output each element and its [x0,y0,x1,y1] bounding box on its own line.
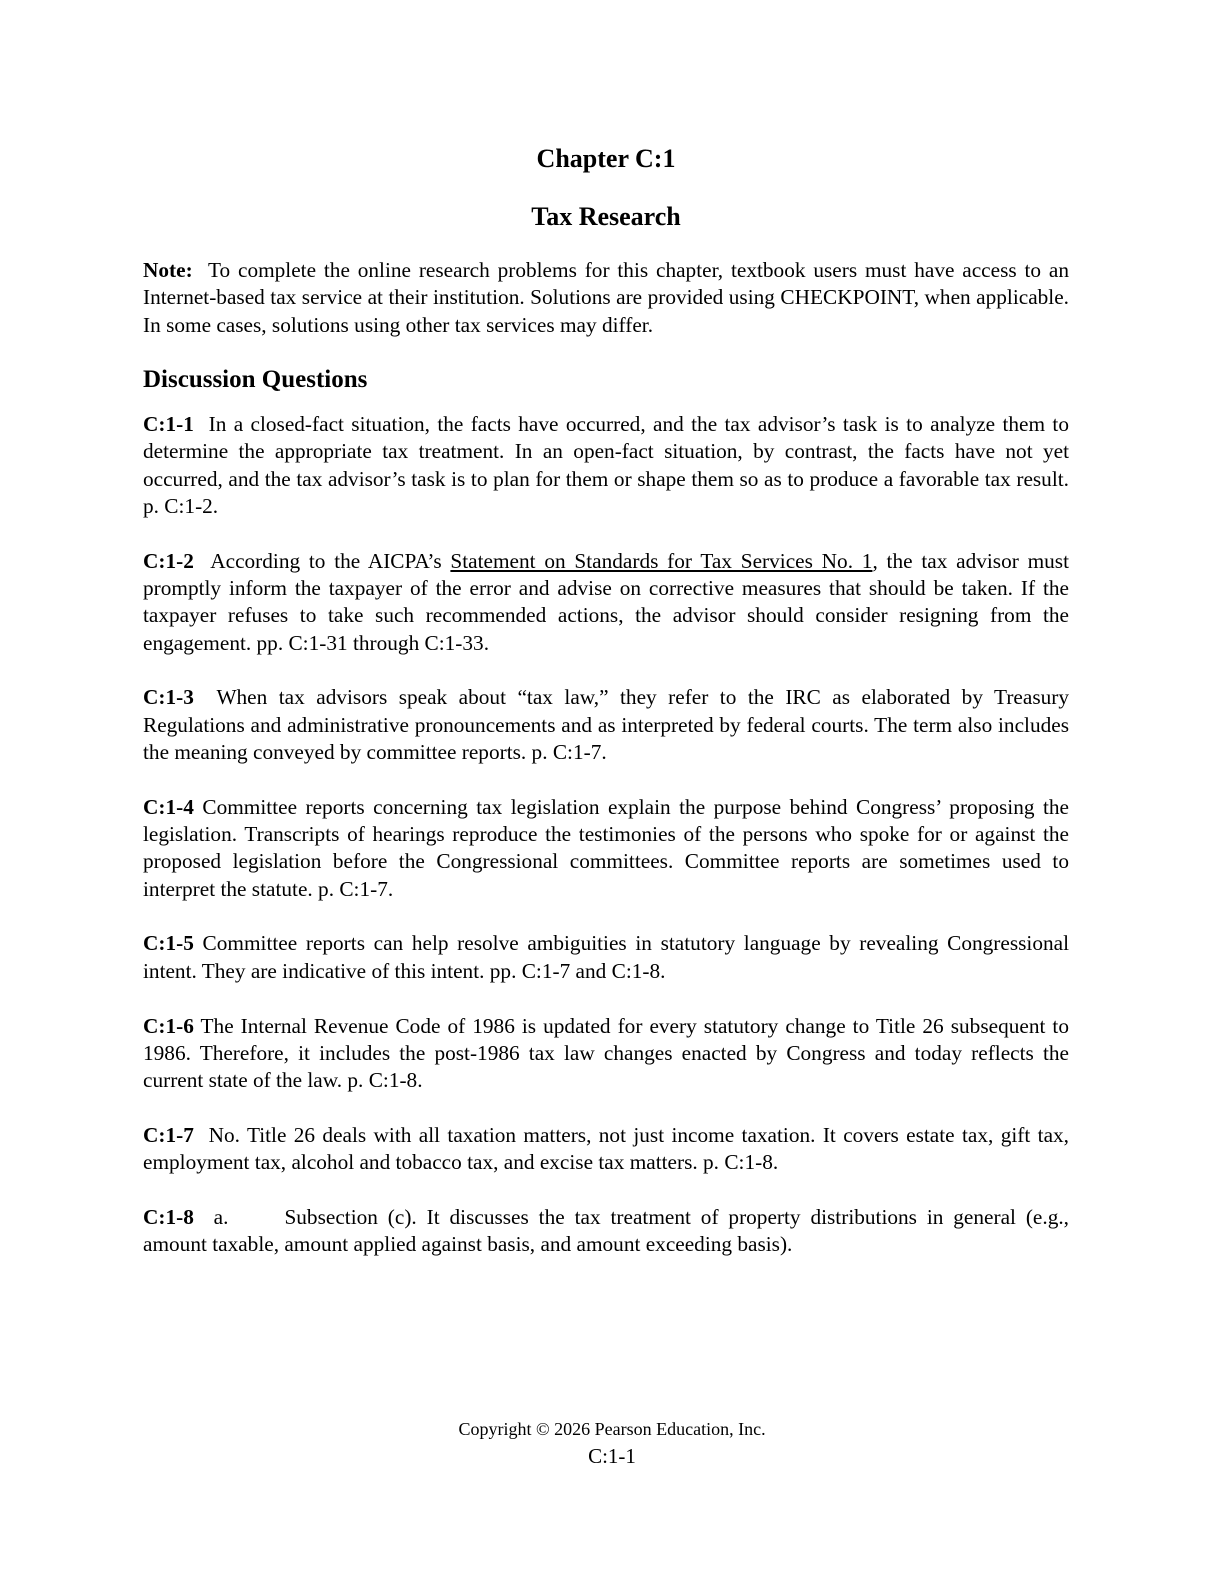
question-number: C:1-4 [143,794,194,819]
answer-text: Committee reports concerning tax legislation explain the purpose behind Congress’ proposing the legislation. Transcripts of hearings reproduce the testimonies of the persons who spoke for or against the proposed legislation before the Congressional committees. Committee reports are sometimes used to interpret the statute. p. C:1-7. [143,794,1069,901]
question-number: C:1-1 [143,412,194,436]
discussion-questions-list [143,411,1069,1286]
answer-text: When tax advisors speak about “tax law,” they refer to the IRC as elaborated by Treasury Regulations and administrative pronouncements and as interpreted by federal courts. The term also includes the meaning conveyed by committee reports. p. C:1-7. [143,685,1069,764]
answer-text: Subsection (c). It discusses the tax treatment of property distributions in general (e.g., amount taxable, amount applied against basis, and amount exceeding basis). [143,1205,1069,1257]
question-item [143,1204,1069,1259]
chapter-subtitle: Tax Research [531,202,681,231]
chapter-title: Chapter C:1 [536,144,676,173]
question-number: C:1-2 [143,548,194,573]
question-item [143,1122,1069,1177]
answer-text: No. Title 26 deals with all taxation matters, not just income taxation. It covers estate tax, gift tax, employment tax, alcohol and tobacco tax, and excise tax matters. p. C:1-8. [143,1122,1069,1175]
question-item [143,684,1069,766]
answer-text-before: According to the AICPA’s [210,548,442,573]
note-paragraph [143,257,1069,339]
question-part-label: a. [213,1205,229,1230]
note-text: To complete the online research problems for this chapter, textbook users must have access to an Internet-based tax service at their institution. Solutions are provided using CHECKPOINT, when applicable. In some cases, solutions using other tax services may differ. [143,258,1069,337]
copyright-footer: Copyright © 2026 Pearson Education, Inc. [458,1419,766,1439]
answer-text: The Internal Revenue Code of 1986 is updated for every statutory change to Title 26 subsequent to 1986. Therefore, it includes the post-1986 tax law changes enacted by Congress and today reflects the current state of the law. p. C:1-8. [143,1013,1069,1093]
note-label: Note: [143,258,193,282]
question-number: C:1-8 [143,1205,194,1230]
page-number: C:1-1 [588,1444,636,1468]
answer-text-after: , the tax advisor must promptly inform the taxpayer of the error and advise on corrective measures that should be taken. If the taxpayer refuses to take such recommended actions, the advisor should consider resigning from the engagement. pp. C:1-31 through C:1-33. [143,548,1069,655]
question-number: C:1-5 [143,931,194,956]
answer-text: Committee reports can help resolve ambiguities in statutory language by revealing Congressional intent. They are indicative of this intent. pp. C:1-7 and C:1-8. [143,931,1070,983]
question-item [143,1013,1069,1095]
section-heading: Discussion Questions [143,366,368,393]
answer-text: In a closed-fact situation, the facts have occurred, and the tax advisor’s task is to analyze them to determine the appropriate tax treatment. In an open-fact situation, by contrast, the facts have not yet occurred, and the tax advisor’s task is to plan for them or shape them so as to produce a favorable tax result. p. C:1-2. [143,412,1069,518]
question-number: C:1-6 [143,1013,194,1038]
question-item [143,548,1069,657]
question-number: C:1-7 [143,1122,194,1147]
question-number: C:1-3 [143,685,194,710]
standard-title: Statement on Standards for Tax Services No. 1 [450,548,873,573]
question-item [143,411,1069,520]
question-item [143,794,1069,903]
question-item [143,930,1069,985]
